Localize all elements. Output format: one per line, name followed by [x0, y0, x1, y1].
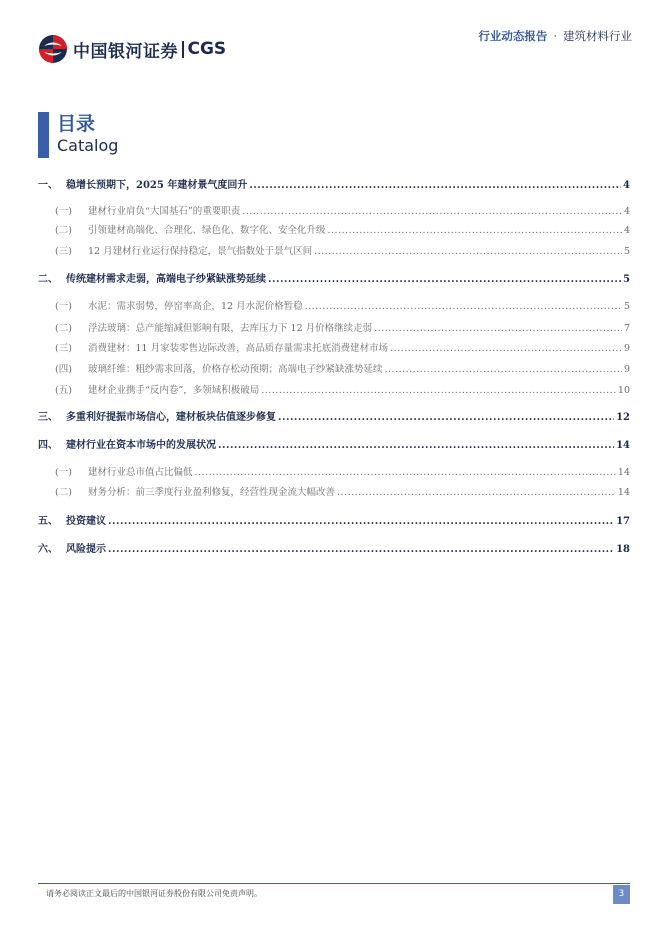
- toc-page-number: 4: [623, 225, 630, 236]
- catalog-title: 目录: [57, 113, 96, 135]
- toc-chapter-entry[interactable]: [38, 408, 630, 423]
- toc-entry-number: 四、: [38, 440, 58, 451]
- galaxy-logo-icon: [38, 34, 68, 64]
- toc-section-entry[interactable]: [38, 320, 630, 334]
- toc-dot-leader: [374, 323, 622, 334]
- toc-entry-number: (五): [55, 385, 72, 396]
- catalog-subtitle: Catalog: [57, 136, 119, 155]
- toc-section-entry[interactable]: [38, 243, 630, 257]
- toc-dot-leader: [242, 206, 622, 217]
- toc-page-number: 4: [623, 180, 630, 191]
- toc-entry-title: 建材行业肩负“大国基石”的重要职责: [88, 206, 241, 217]
- toc-entry-number: 六、: [38, 544, 58, 555]
- toc-entry-number: (二): [55, 487, 72, 498]
- toc-entry-number: (三): [55, 343, 72, 354]
- toc-section-entry[interactable]: [38, 361, 630, 375]
- toc-section-entry[interactable]: [38, 484, 630, 498]
- footer-divider: [38, 883, 630, 884]
- toc-page-number: 7: [623, 323, 630, 334]
- toc-dot-leader: [261, 385, 616, 396]
- page-number: 3: [613, 885, 630, 904]
- toc-entry-number: (一): [55, 301, 72, 312]
- toc-section-entry[interactable]: [38, 340, 630, 354]
- toc-entry-title: 建材企业携手“反内卷”，多领域积极破局: [88, 385, 260, 396]
- toc-entry-title: 风险提示: [66, 544, 106, 555]
- toc-entry-title: 投资建议: [66, 516, 106, 527]
- company-logo: [38, 34, 226, 64]
- toc-dot-leader: [249, 180, 621, 191]
- toc-chapter-entry[interactable]: [38, 436, 630, 451]
- toc-dot-leader: [314, 246, 622, 257]
- catalog-accent-bar: [38, 112, 49, 158]
- toc-page-number: 14: [617, 487, 630, 498]
- toc-entry-title: 玻璃纤维：粗纱需求回落，价格存松动预期；高端电子纱紧缺涨势延续: [88, 364, 383, 375]
- toc-entry-title: 稳增长预期下，2025 年建材景气度回升: [66, 180, 248, 191]
- toc-dot-leader: [278, 412, 614, 423]
- industry-label: 建筑材料行业: [563, 29, 632, 43]
- toc-page-number: 14: [617, 467, 630, 478]
- toc-page-number: 18: [616, 544, 630, 555]
- toc-section-entry[interactable]: [38, 298, 630, 312]
- toc-entry-number: (一): [55, 206, 72, 217]
- toc-dot-leader: [108, 544, 614, 555]
- toc-entry-number: (一): [55, 467, 72, 478]
- logo-english-name: CGS: [187, 39, 227, 59]
- toc-entry-number: 三、: [38, 412, 58, 423]
- toc-page-number: 9: [623, 364, 630, 375]
- toc-dot-leader: [268, 274, 621, 285]
- toc-page-number: 14: [616, 440, 630, 451]
- toc-entry-title: 引领建材高端化、合理化、绿色化、数字化、安全化升级: [88, 225, 326, 236]
- toc-entry-number: (二): [55, 323, 72, 334]
- header-separator: ·: [553, 29, 557, 43]
- toc-page-number: 12: [616, 412, 630, 423]
- toc-entry-title: 传统建材需求走弱，高端电子纱紧缺涨势延续: [66, 274, 266, 285]
- toc-chapter-entry[interactable]: [38, 512, 630, 527]
- toc-entry-number: (二): [55, 225, 72, 236]
- toc-page-number: 4: [623, 206, 630, 217]
- toc-dot-leader: [337, 487, 616, 498]
- logo-chinese-name: 中国银河证券: [73, 41, 178, 62]
- toc-entry-title: 财务分析：前三季度行业盈利修复，经营性现金流大幅改善: [88, 487, 336, 498]
- toc-entry-title: 浮法玻璃：总产能缩减但影响有限，去库压力下 12 月价格继续走弱: [88, 323, 373, 334]
- toc-entry-title: 建材行业总市值占比偏低: [88, 467, 193, 478]
- toc-page-number: 5: [623, 274, 630, 285]
- footer-disclaimer: 请务必阅读正文最后的中国银河证券股份有限公司免责声明。: [46, 889, 262, 898]
- toc-dot-leader: [385, 364, 622, 375]
- toc-dot-leader: [108, 516, 614, 527]
- toc-entry-title: 水泥：需求弱势，停窑率高企，12 月水泥价格暂稳: [88, 301, 303, 312]
- toc-section-entry[interactable]: [38, 222, 630, 236]
- toc-entry-number: 一、: [38, 180, 58, 191]
- report-category: [478, 28, 632, 44]
- report-type-label: 行业动态报告: [478, 29, 548, 43]
- toc-dot-leader: [218, 440, 614, 451]
- toc-dot-leader: [195, 467, 616, 478]
- page-header: [38, 24, 632, 64]
- toc-entry-number: (三): [55, 246, 72, 257]
- toc-chapter-entry[interactable]: [38, 176, 630, 191]
- logo-separator: [182, 41, 184, 58]
- toc-chapter-entry[interactable]: [38, 540, 630, 555]
- toc-entry-number: 二、: [38, 274, 58, 285]
- toc-entry-number: 五、: [38, 516, 58, 527]
- toc-section-entry[interactable]: [38, 464, 630, 478]
- toc-entry-number: (四): [55, 364, 72, 375]
- toc-entry-title: 多重利好提振市场信心，建材板块估值逐步修复: [66, 412, 276, 423]
- toc-page-number: 5: [623, 301, 630, 312]
- toc-dot-leader: [390, 343, 622, 354]
- toc-dot-leader: [328, 225, 622, 236]
- toc-page-number: 10: [617, 385, 630, 396]
- toc-dot-leader: [305, 301, 622, 312]
- toc-page-number: 9: [623, 343, 630, 354]
- toc-chapter-entry[interactable]: [38, 270, 630, 285]
- toc-section-entry[interactable]: [38, 203, 630, 217]
- toc-page-number: 5: [623, 246, 630, 257]
- toc-entry-title: 消费建材：11 月家装零售边际改善，高品质存量需求托底消费建材市场: [88, 343, 389, 354]
- toc-entry-title: 建材行业在资本市场中的发展状况: [66, 440, 216, 451]
- toc-section-entry[interactable]: [38, 382, 630, 396]
- toc-entry-title: 12 月建材行业运行保持稳定，景气指数处于景气区间: [88, 246, 313, 257]
- toc-page-number: 17: [616, 516, 630, 527]
